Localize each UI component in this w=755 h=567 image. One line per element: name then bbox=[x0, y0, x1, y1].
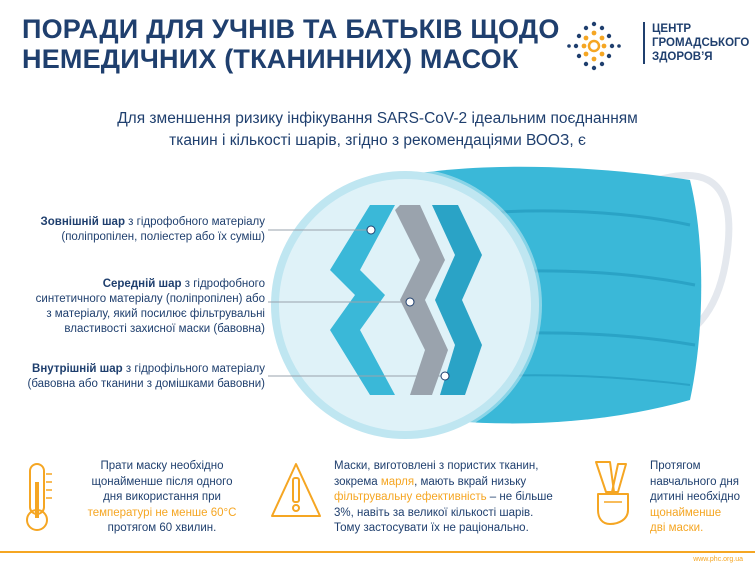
victory-hand-icon bbox=[588, 458, 638, 528]
tip-porous-fabrics: Маски, виготовлені з пористих тканин, зокрема марля, мають вкрай низьку фільтрувальну ефективність – не більше 3%, навіть за великої кількості шарів. Тому застосувати їх не раціонально. bbox=[334, 460, 553, 534]
phc-logo-icon bbox=[566, 18, 646, 78]
subtitle: Для зменшення ризику інфікування SARS-CoV-2 ідеальним поєднанням тканин і кількості шарів, згідно з рекомендаціями ВООЗ, є bbox=[117, 110, 638, 149]
title-line-2: НЕМЕДИЧНИХ (ТКАНИННИХ) МАСОК bbox=[22, 44, 519, 74]
title-line-1: ПОРАДИ ДЛЯ УЧНІВ ТА БАТЬКІВ ЩОДО bbox=[22, 14, 560, 44]
tip-washing: Прати маску необхідно щонайменше після одного дня використання при температурі не менше 60°C протягом 60 хвилин. bbox=[87, 460, 237, 534]
logo-text: ЦЕНТР ГРОМАДСЬКОГО ЗДОРОВ’Я bbox=[652, 23, 750, 63]
logo-separator bbox=[643, 22, 645, 64]
page-title bbox=[22, 14, 560, 74]
thermometer-icon bbox=[22, 462, 58, 534]
tip-two-masks: Протягом навчального дня дитині необхідно щонайменше дві маски. bbox=[650, 460, 741, 534]
inner-layer-text: Внутрішній шар з гідрофільного матеріалу (бавовна або тканини з домішками бавовни) bbox=[27, 363, 265, 390]
bottom-divider bbox=[0, 551, 755, 553]
footer-url[interactable]: www.phc.org.ua bbox=[693, 556, 743, 563]
middle-layer-text: Середній шар з гідрофобного синтетичного матеріалу (поліпропілен) або з матеріалу, який посилює фільтрувальні властивості захисної маски (бавовна) bbox=[35, 278, 265, 335]
outer-layer-text: Зовнішній шар з гідрофобного матеріалу (поліпропілен, поліестер або їх суміш) bbox=[40, 216, 265, 243]
warning-triangle-icon bbox=[268, 460, 324, 522]
